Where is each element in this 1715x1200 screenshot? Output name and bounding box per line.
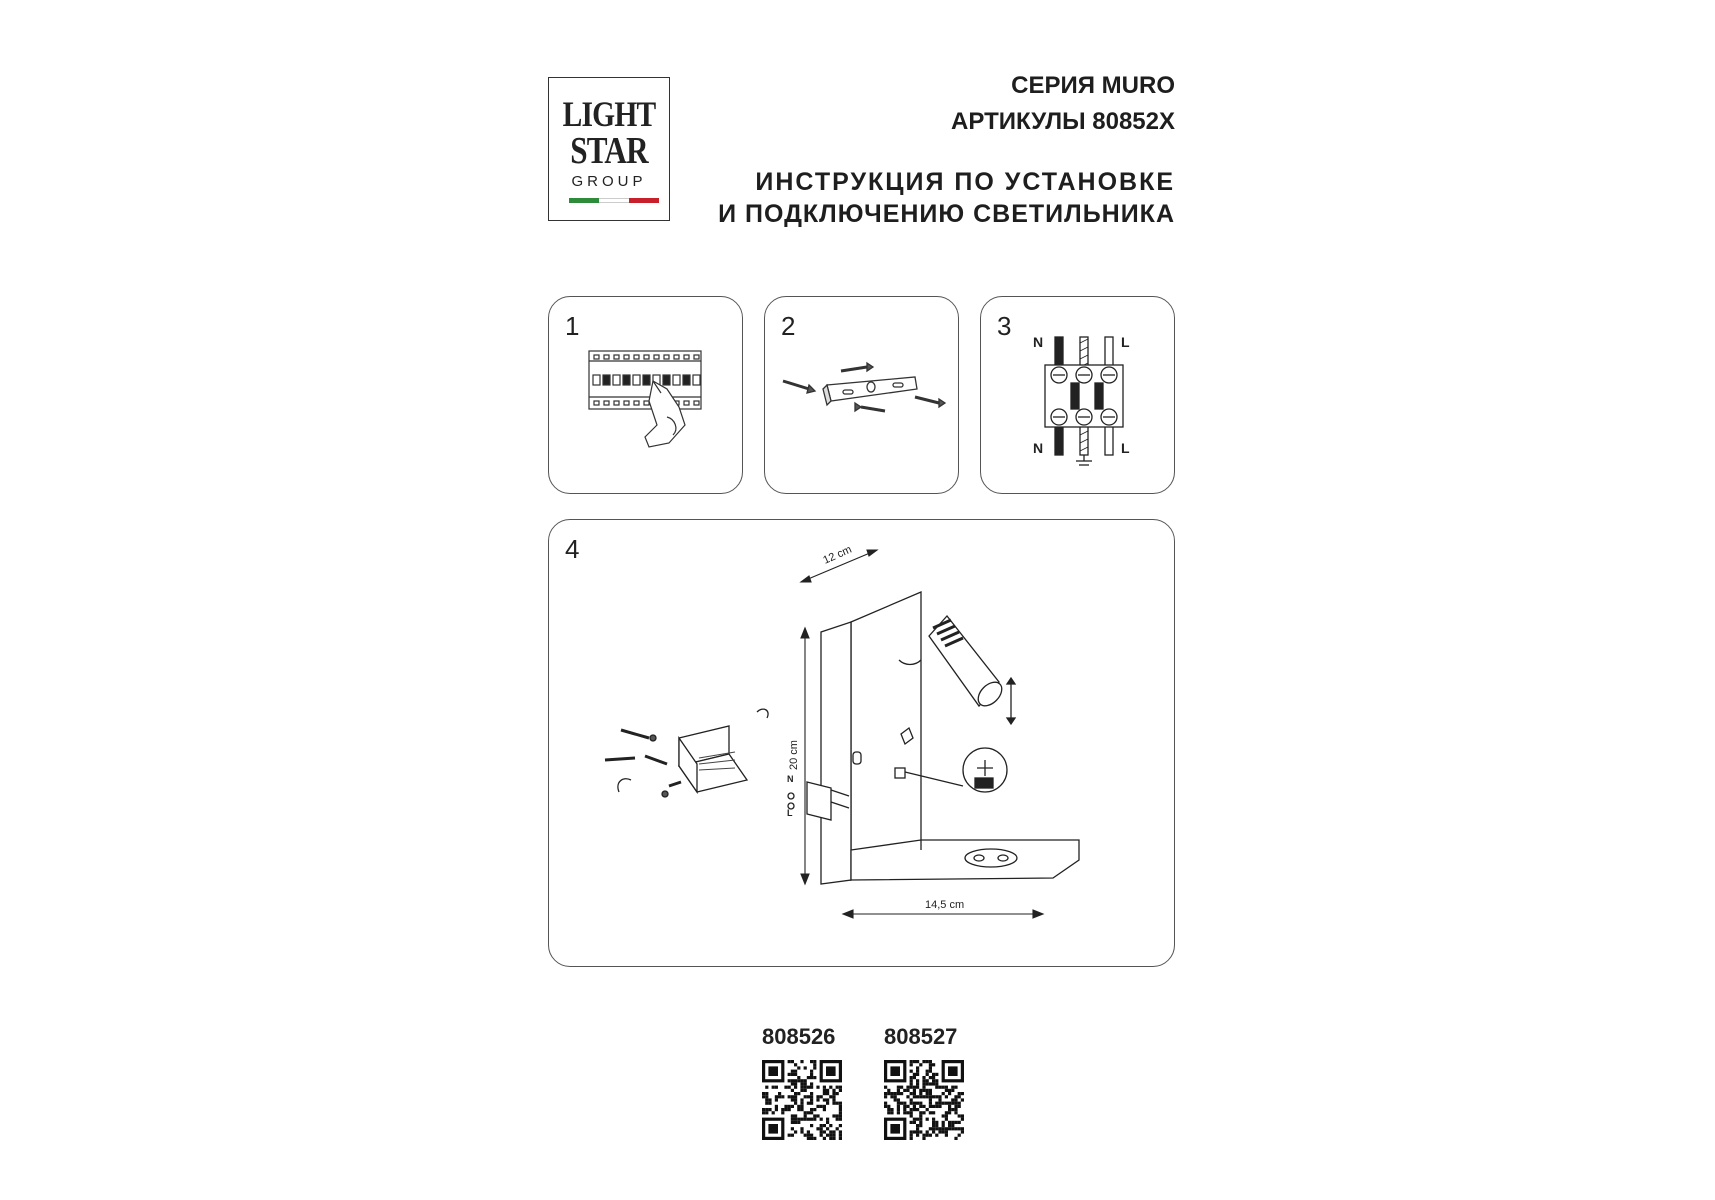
logo-text-star: STAR bbox=[570, 130, 648, 172]
height-dimension-label: 20 cm bbox=[788, 740, 800, 770]
product-code-2: 808527 bbox=[884, 1024, 958, 1049]
flag-red bbox=[629, 198, 659, 203]
instruction-title-line2: И ПОДКЛЮЧЕНИЮ СВЕТИЛЬНИКА bbox=[718, 200, 1175, 228]
step-4-panel bbox=[548, 519, 1175, 967]
neutral-label-top: N bbox=[1033, 334, 1044, 350]
terminal-l-label: L bbox=[787, 808, 793, 818]
live-label-top: L bbox=[1121, 334, 1130, 350]
step-1-panel bbox=[548, 296, 743, 494]
terminal-block-wiring-diagram bbox=[981, 297, 1176, 495]
terminal-n-label: N bbox=[787, 774, 794, 784]
articles-title: АРТИКУЛЫ 80852X bbox=[951, 108, 1175, 135]
step-number: 4 bbox=[565, 534, 580, 564]
breaker-switch-illustration bbox=[549, 297, 744, 495]
mounting-bracket-illustration bbox=[765, 297, 960, 495]
italian-flag-stripe bbox=[569, 198, 659, 203]
flag-green bbox=[569, 198, 599, 203]
lamp-installation-illustration bbox=[549, 520, 1176, 968]
product-code-1: 808526 bbox=[762, 1024, 836, 1049]
step-2-panel bbox=[764, 296, 959, 494]
series-title: СЕРИЯ MURO bbox=[1011, 72, 1175, 99]
qr-code-icon[interactable] bbox=[762, 1060, 842, 1140]
live-label-bottom: L bbox=[1121, 440, 1130, 456]
instruction-title-line1: ИНСТРУКЦИЯ ПО УСТАНОВКЕ bbox=[755, 168, 1175, 196]
depth-dimension-label: 12 cm bbox=[821, 543, 854, 567]
logo-text-group: GROUP bbox=[571, 173, 647, 190]
qr-code-icon[interactable] bbox=[884, 1060, 964, 1140]
width-dimension-label: 14,5 cm bbox=[925, 899, 965, 911]
step-3-panel bbox=[980, 296, 1175, 494]
step-number: 3 bbox=[997, 311, 1012, 341]
brand-logo bbox=[548, 77, 670, 221]
logo-text-light: LIGHT bbox=[562, 94, 656, 134]
flag-white bbox=[599, 198, 629, 203]
step-number: 1 bbox=[565, 311, 580, 341]
step-number: 2 bbox=[781, 311, 796, 341]
neutral-label-bottom: N bbox=[1033, 440, 1044, 456]
